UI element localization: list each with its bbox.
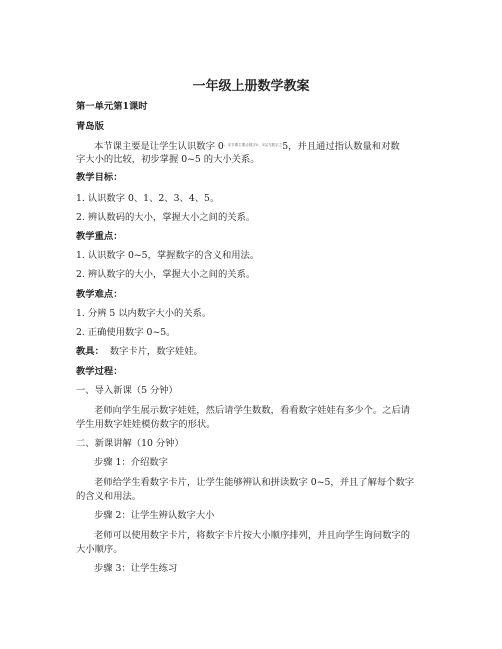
key-points-heading: 教学重点： (76, 231, 123, 242)
tools-text: 数字卡片，数字娃娃。 (109, 346, 203, 357)
step1-line-1: 老师给学生看数字卡片，让学生能够辨认和拼读数字 0~5，并且了解每个数字 (94, 477, 415, 488)
process-heading: 教学过程： (76, 366, 123, 377)
section1-line-1: 老师向学生展示数字娃娃，然后请学生数数，看看数字娃娃有多少个。之后请 (94, 405, 411, 416)
section2-title: 二、新课讲解（10 分钟） (76, 438, 184, 449)
step3-title: 步骤 3：让学生练习 (94, 563, 178, 574)
step2-line-2: 大小顺序。 (76, 544, 123, 555)
goal-item: 2. 辨认数码的大小，掌握大小之间的关系。 (76, 212, 256, 223)
intro-small-note: 。本节课主要让数字0、5以方数字之 (223, 143, 283, 147)
step1-line-2: 的含义和用法。 (76, 491, 142, 502)
difficulty-item: 2. 正确使用数字 0~5。 (76, 327, 176, 338)
goals-heading: 教学目标： (76, 172, 123, 183)
intro-text-a: 本节课主要是让学生认识数字 0 (94, 141, 224, 152)
tools-heading: 教具： (76, 346, 104, 357)
unit-heading: 第一单元第1课时 (76, 101, 148, 112)
tools-line (76, 346, 203, 358)
difficulties-heading: 教学难点： (76, 289, 123, 300)
intro-text-b: 5，并且通过指认数量和对数 (282, 141, 400, 152)
difficulty-item: 1. 分辨 5 以内数字大小的关系。 (76, 308, 212, 319)
key-point-item: 1. 认识数字 0~5，掌握数字的含义和用法。 (76, 250, 260, 261)
step2-title: 步骤 2：让学生辨认数字大小 (94, 510, 215, 521)
step2-line-1: 老师可以使用数字卡片，将数字卡片按大小顺序排列，并且向学生询问数字的 (94, 530, 411, 541)
step1-title: 步骤 1：介绍数字 (94, 457, 168, 468)
document-title: 一年级上册数学教案 (192, 79, 310, 94)
intro-line-1 (94, 139, 400, 153)
goal-item: 1. 认识数字 0、1、2、3、4、5。 (76, 193, 220, 204)
intro-line-2: 字大小的比较，初步掌握 0~5 的大小关系。 (76, 154, 260, 165)
section1-title: 一、导入新课（5 分钟） (76, 385, 178, 396)
publisher-label: 青岛版 (76, 121, 104, 132)
key-point-item: 2. 辨认数字的大小，掌握大小之间的关系。 (76, 269, 256, 280)
section1-line-2: 学生用数字娃娃模仿数字的形状。 (76, 419, 216, 430)
